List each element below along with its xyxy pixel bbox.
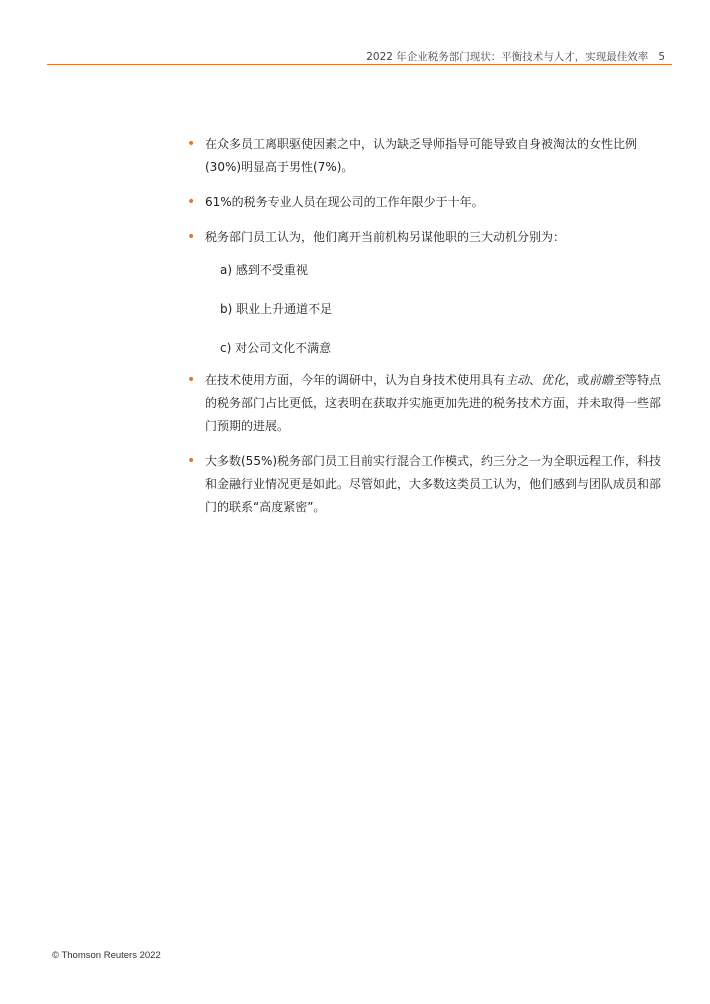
bullet-list	[187, 133, 672, 531]
bullet-item-tenure	[187, 191, 672, 214]
separator: 、	[529, 373, 542, 387]
bullet-dot-icon: •	[187, 136, 196, 152]
bullet-text: 在众多员工离职驱使因素之中，认为缺乏导师指导可能导致自身被淘汰的女性比例(30%)明显高于男性(7%)。	[205, 137, 638, 174]
bullet-item-hybrid-work	[187, 450, 672, 519]
bullet-text: 61%的税务专业人员在现公司的工作年限少于十年。	[205, 195, 484, 209]
emphasis-term: 主动	[505, 373, 530, 387]
running-header	[366, 49, 665, 64]
sub-item-b: b) 职业上升通道不足	[220, 302, 333, 316]
bullet-item-technology	[187, 369, 672, 438]
bullet-item-mentorship	[187, 133, 672, 179]
sub-item-a: a) 感到不受重视	[220, 263, 308, 277]
bullet-dot-icon: •	[187, 229, 196, 245]
bullet-text: 大多数(55%)税务部门员工目前实行混合工作模式，约三分之一为全职远程工作，科技和金融行业情况更是如此。尽管如此，大多数这类员工认为，他们感到与团队成员和部门的联系“高度紧密”。	[205, 454, 662, 514]
bullet-dot-icon: •	[187, 453, 196, 469]
header-rule	[47, 64, 672, 65]
separator: ，或	[565, 373, 590, 387]
sub-list	[187, 261, 672, 357]
header-title: 2022 年企业税务部门现状：平衡技术与人才，实现最佳效率	[366, 51, 649, 63]
bullet-dot-icon: •	[187, 372, 196, 388]
footer-copyright: © Thomson Reuters 2022	[52, 950, 161, 961]
bullet-text: 税务部门员工认为，他们离开当前机构另谋他职的三大动机分别为：	[205, 230, 566, 244]
bullet-text-part: 在技术使用方面，今年的调研中，认为自身技术使用具有	[205, 373, 506, 387]
bullet-text-part: 等特点的税务部门占比更低，这表明在获取并实施更加先进的税务技术方面，并未取得一些部门预期的进展。	[205, 373, 662, 433]
emphasis-term: 前瞻至	[589, 373, 626, 387]
sub-item-c: c) 对公司文化不满意	[220, 341, 332, 355]
emphasis-term: 优化	[541, 373, 566, 387]
page-number: 5	[658, 51, 665, 63]
bullet-dot-icon: •	[187, 194, 196, 210]
bullet-item-motivations	[187, 226, 672, 249]
